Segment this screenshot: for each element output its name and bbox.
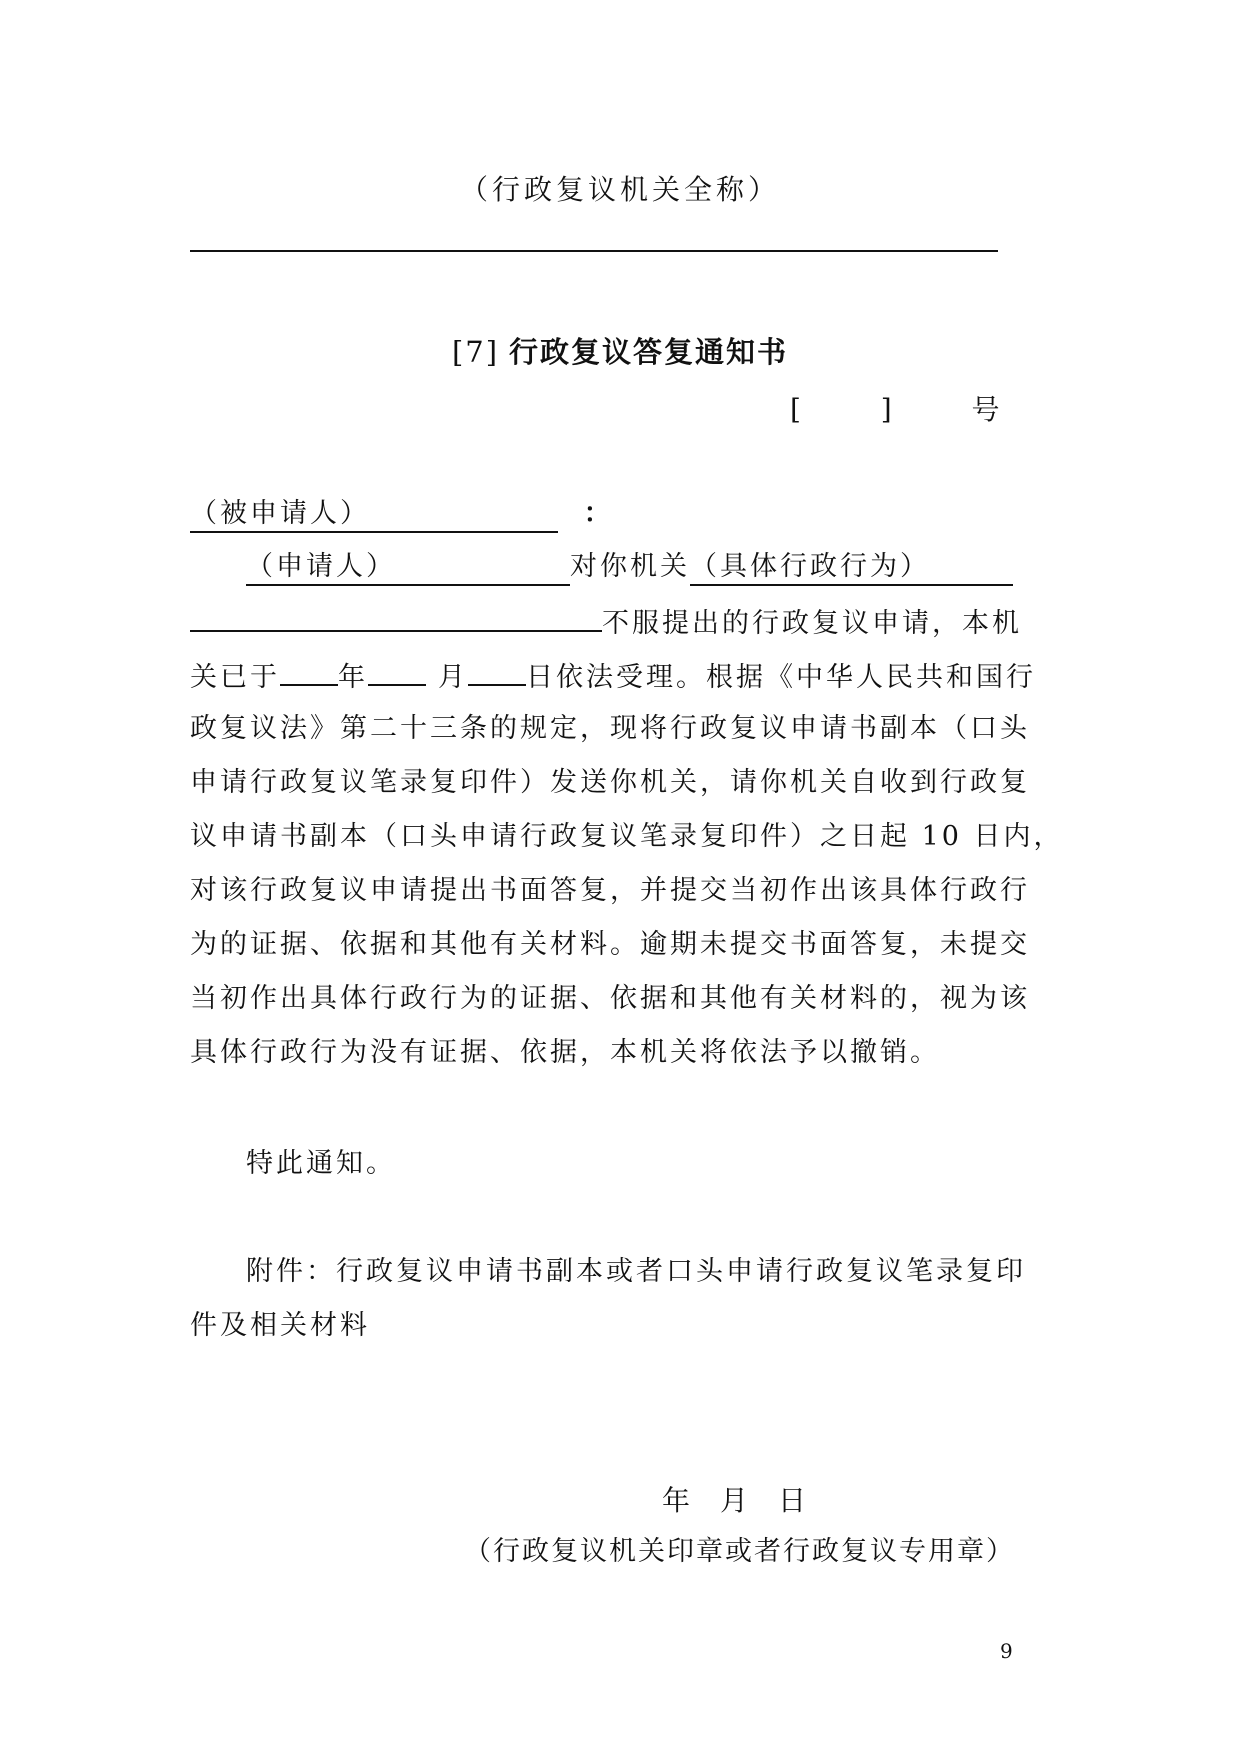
body-line-8: 对该行政复议申请提出书面答复，并提交当初作出该具体行政行 [190, 875, 1030, 906]
document-title [0, 330, 1240, 371]
footer-month: 月 [720, 1484, 749, 1517]
day-blank [468, 658, 526, 686]
respondent-line [190, 497, 614, 533]
respondent-label: （被申请人） [190, 498, 370, 529]
page-number: 9 [1000, 1639, 1013, 1663]
line2-mid: 对你机关 [570, 551, 690, 582]
footer-day: 日 [778, 1484, 807, 1517]
title-number: [7] [451, 335, 500, 369]
title-text: 行政复议答复通知书 [509, 335, 789, 369]
respondent-field [190, 497, 558, 533]
line4-end: 日依法受理。根据《中华人民共和国行 [526, 662, 1036, 693]
applicant-field [246, 550, 570, 586]
month-label: 月 [438, 662, 468, 693]
body-line-6: 申请行政复议笔录复印件）发送你机关，请你机关自收到行政复 [190, 767, 1030, 798]
line4-start: 关已于 [190, 662, 280, 693]
signature-date [662, 1479, 836, 1519]
body-line-4 [190, 658, 1036, 695]
applicant-label: （申请人） [246, 551, 396, 582]
authority-name: （行政复议机关全称） [459, 173, 780, 206]
body-line-7: 议申请书副本（口头申请行政复议笔录复印件）之日起 10 日内， [190, 821, 1064, 852]
year-blank [280, 658, 338, 686]
body-line-10: 当初作出具体行政行为的证据、依据和其他有关材料的，视为该 [190, 983, 1030, 1014]
footer-year: 年 [662, 1484, 691, 1517]
act-field [690, 550, 1013, 586]
act-continuation-blank [190, 604, 602, 632]
seal-note: （行政复议机关印章或者行政复议专用章） [464, 1536, 1015, 1567]
attachment-line-2: 件及相关材料 [190, 1310, 370, 1341]
body-line-11: 具体行政行为没有证据、依据，本机关将依法予以撤销。 [190, 1037, 940, 1068]
body-line-9: 为的证据、依据和其他有关材料。逾期未提交书面答复，未提交 [190, 929, 1030, 960]
line3-tail: 不服提出的行政复议申请，本机 [602, 608, 1022, 639]
year-label: 年 [338, 662, 368, 693]
body-line-3 [190, 604, 1022, 641]
respondent-colon: ： [583, 498, 614, 529]
doc-number-close-bracket: ] [880, 393, 892, 426]
doc-number-open-bracket: [ [790, 393, 801, 426]
notice-text: 特此通知。 [246, 1148, 396, 1179]
month-blank [368, 658, 426, 686]
attachment-line-1: 附件：行政复议申请书副本或者口头申请行政复议笔录复印 [246, 1256, 1026, 1287]
body-line-5: 政复议法》第二十三条的规定，现将行政复议申请书副本（口头 [190, 713, 1030, 744]
body-line-2 [246, 550, 1013, 586]
header-divider [190, 250, 998, 252]
document-number [790, 388, 1000, 428]
act-label: （具体行政行为） [690, 551, 930, 582]
doc-number-suffix: 号 [971, 393, 1000, 426]
